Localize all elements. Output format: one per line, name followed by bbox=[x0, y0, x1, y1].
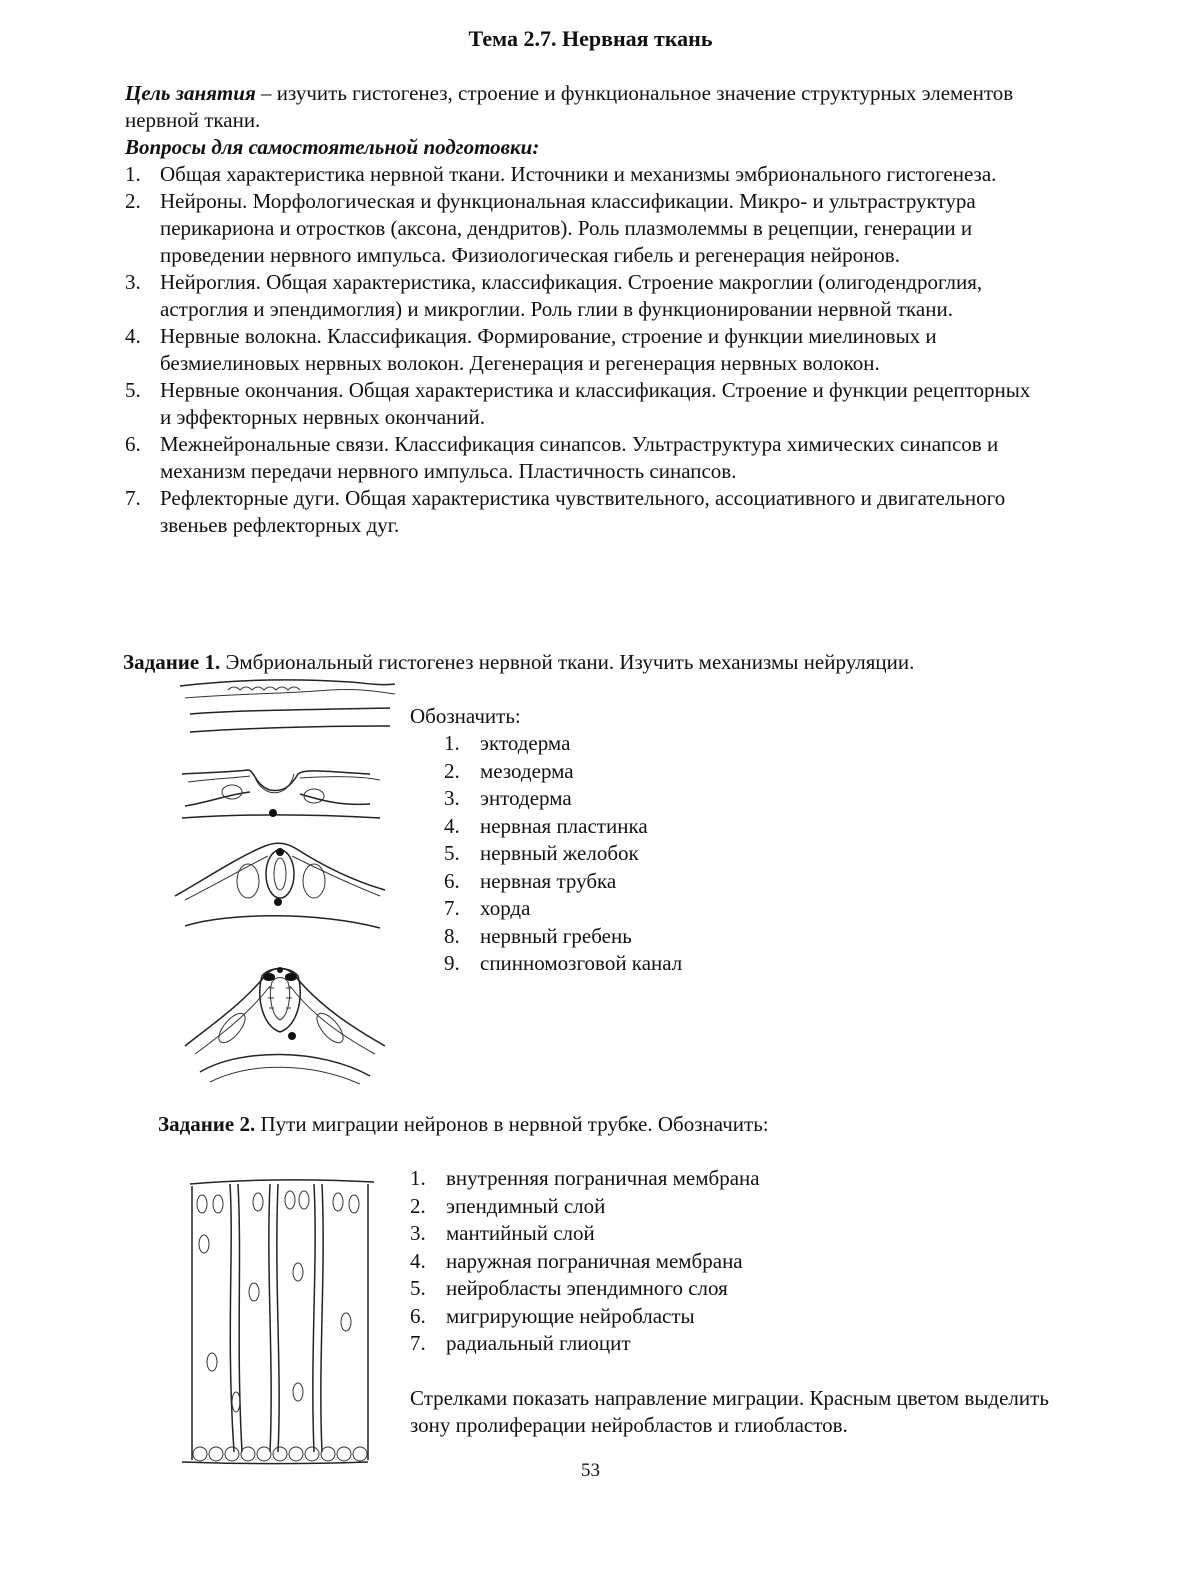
item-text: нейробласты эпендимного слоя bbox=[446, 1276, 728, 1300]
item-number: 2. bbox=[444, 758, 460, 783]
item-number: 6. bbox=[444, 868, 460, 893]
list-item bbox=[444, 813, 764, 841]
item-text: радиальный глиоцит bbox=[446, 1331, 631, 1355]
item-number: 9. bbox=[444, 951, 460, 975]
item-text: Межнейрональные связи. Классификация синапсов. Ультраструктура химических синапсов и механизм передачи нервного импульса. Пластичность синапсов. bbox=[160, 432, 999, 483]
list-item bbox=[444, 730, 764, 758]
task1-text: Эмбриональный гистогенез нервной ткани. Изучить механизмы нейруляции. bbox=[220, 650, 915, 674]
item-text: Общая характеристика нервной ткани. Источники и механизмы эмбрионального гистогенеза. bbox=[160, 162, 997, 186]
list-item bbox=[125, 377, 1045, 431]
goal-paragraph bbox=[125, 80, 1055, 134]
item-text: Нейроны. Морфологическая и функциональная классификации. Микро- и ультраструктура перикариона и отростков (аксона, дендритов). Роль плазмолеммы в рецепции, генерации и проведении нервного импульса. Физиологическая гибель и регенерация нейронов. bbox=[160, 189, 976, 267]
list-item bbox=[410, 1220, 910, 1248]
neural-tube-migration-figure bbox=[178, 1172, 378, 1477]
goal-label: Цель занятия bbox=[125, 81, 256, 105]
page-title: Тема 2.7. Нервная ткань bbox=[468, 26, 713, 51]
neurulation-figure bbox=[170, 676, 400, 1096]
outer-limiting-membrane bbox=[190, 1180, 374, 1184]
task2-label: Задание 2. bbox=[158, 1112, 256, 1136]
list-item bbox=[444, 950, 764, 978]
task2-text: Пути миграции нейронов в нервной трубке. Обозначить: bbox=[255, 1112, 769, 1136]
item-number: 3. bbox=[125, 270, 141, 294]
item-text: эпендимный слой bbox=[446, 1193, 606, 1218]
list-item bbox=[125, 431, 1045, 485]
item-text: внутренняя пограничная мембрана bbox=[446, 1166, 760, 1190]
item-text: Рефлекторные дуги. Общая характеристика чувствительного, ассоциативного и двигательного звеньев рефлекторных дуг. bbox=[160, 486, 1006, 537]
item-number: 2. bbox=[125, 189, 141, 213]
list-item bbox=[125, 188, 1045, 269]
item-number: 3. bbox=[444, 786, 460, 810]
item-text: нервная трубка bbox=[480, 868, 617, 893]
item-number: 6. bbox=[410, 1303, 426, 1328]
item-text: энтодерма bbox=[480, 786, 572, 810]
list-item bbox=[410, 1248, 910, 1276]
item-text: нервная пластинка bbox=[480, 813, 648, 838]
item-text: мезодерма bbox=[480, 758, 574, 783]
item-text: Нервные волокна. Классификация. Формирование, строение и функции миелиновых и безмиелиновых нервных волокон. Дегенерация и регенерация нервных волокон. bbox=[160, 324, 937, 375]
item-number: 7. bbox=[410, 1331, 426, 1355]
questions-list bbox=[125, 161, 1045, 539]
item-text: хорда bbox=[480, 896, 531, 920]
list-item bbox=[125, 323, 1045, 377]
list-item bbox=[410, 1330, 910, 1358]
list-item bbox=[410, 1275, 910, 1303]
item-text: спинномозговой канал bbox=[480, 951, 683, 975]
item-text: Нейроглия. Общая характеристика, классификация. Строение макроглии (олигодендроглия, астроглия и эпендимоглия) и микроглии. Роль глии в функционировании нервной ткани. bbox=[160, 270, 983, 321]
neurulation-stage-1 bbox=[180, 680, 395, 732]
list-item bbox=[125, 485, 1045, 539]
goal-text: – изучить гистогенез, строение и функциональное значение структурных элементов нервной ткани. bbox=[125, 81, 1014, 132]
item-number: 2. bbox=[410, 1193, 426, 1218]
list-item bbox=[125, 161, 1045, 188]
list-item bbox=[444, 840, 764, 868]
item-text: мигрирующие нейробласты bbox=[446, 1303, 695, 1328]
questions-heading bbox=[125, 134, 1055, 161]
item-text: эктодерма bbox=[480, 731, 571, 755]
task2-heading bbox=[158, 1111, 1058, 1138]
list-item bbox=[410, 1193, 910, 1221]
neurulation-stage-2 bbox=[182, 770, 380, 818]
list-item bbox=[410, 1165, 910, 1193]
item-number: 4. bbox=[410, 1248, 426, 1273]
item-number: 8. bbox=[444, 923, 460, 948]
task1-designate: Обозначить: bbox=[410, 704, 521, 728]
item-text: нервный гребень bbox=[480, 923, 632, 948]
task2-labels-list bbox=[410, 1165, 910, 1358]
item-number: 4. bbox=[125, 324, 141, 348]
item-text: нервный желобок bbox=[480, 841, 639, 865]
task1-labels-list bbox=[444, 730, 764, 978]
list-item bbox=[444, 923, 764, 951]
list-item bbox=[444, 868, 764, 896]
item-number: 5. bbox=[125, 378, 141, 402]
item-number: 1. bbox=[125, 162, 141, 186]
page-number: 53 bbox=[581, 1460, 600, 1481]
list-item bbox=[444, 785, 764, 813]
neurulation-stage-4 bbox=[185, 967, 385, 1084]
list-item bbox=[444, 895, 764, 923]
task1-heading bbox=[123, 649, 1083, 676]
item-number: 6. bbox=[125, 432, 141, 456]
task1-label: Задание 1. bbox=[123, 650, 221, 674]
item-number: 1. bbox=[410, 1166, 426, 1190]
radial-gliocyte bbox=[230, 1184, 234, 1452]
list-item bbox=[410, 1303, 910, 1331]
task2-note: Стрелками показать направление миграции. Красным цветом выделить зону пролиферации нейробластов и глиобластов. bbox=[410, 1386, 1049, 1437]
item-number: 7. bbox=[444, 896, 460, 920]
item-text: Нервные окончания. Общая характеристика и классификация. Строение и функции рецепторных и эффекторных нервных окончаний. bbox=[160, 378, 1031, 429]
item-number: 3. bbox=[410, 1221, 426, 1245]
list-item bbox=[125, 269, 1045, 323]
item-number: 4. bbox=[444, 813, 460, 838]
neurulation-stage-3 bbox=[175, 843, 385, 928]
item-number: 1. bbox=[444, 731, 460, 755]
item-number: 5. bbox=[410, 1276, 426, 1300]
list-item bbox=[444, 758, 764, 786]
item-number: 7. bbox=[125, 486, 141, 510]
item-number: 5. bbox=[444, 841, 460, 865]
questions-heading-text: Вопросы для самостоятельной подготовки: bbox=[125, 135, 540, 159]
item-text: наружная пограничная мембрана bbox=[446, 1248, 743, 1273]
item-text: мантийный слой bbox=[446, 1221, 595, 1245]
